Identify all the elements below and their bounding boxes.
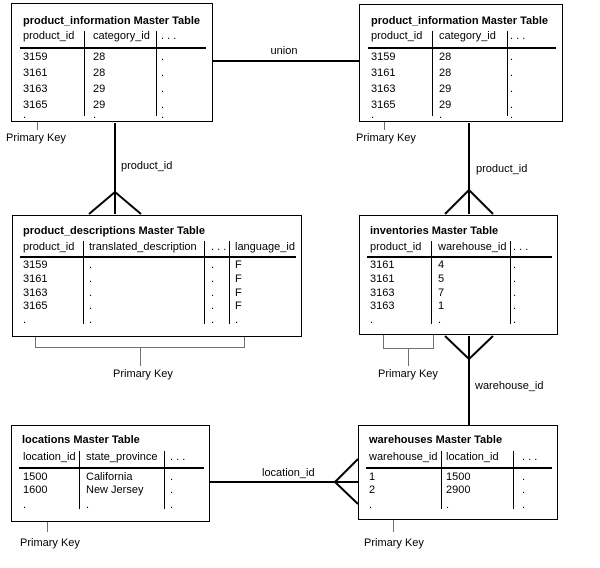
table-cell: . — [513, 287, 517, 299]
column-header: language_id — [235, 241, 295, 253]
table-cell: 29 — [93, 83, 106, 95]
table-product-information-right — [359, 4, 563, 122]
column-divider — [431, 241, 432, 324]
table-cell: . — [89, 314, 93, 326]
table-cell: . — [510, 51, 514, 63]
table-cell: 29 — [439, 99, 452, 111]
table-title: locations Master Table — [22, 434, 140, 446]
table-cell: . — [211, 273, 215, 285]
column-header: category_id — [439, 30, 496, 42]
table-title: inventories Master Table — [370, 225, 499, 237]
table-cell: . — [371, 109, 375, 121]
header-separator — [368, 47, 556, 49]
warehouse-id-label: warehouse_id — [475, 380, 544, 392]
column-header: . . . — [211, 241, 227, 253]
column-header: state_province — [86, 451, 158, 463]
table-cell: 1500 — [446, 471, 471, 483]
column-header: warehouse_id — [438, 241, 507, 253]
primary-key-label-warehouses: Primary Key — [364, 537, 424, 549]
column-header: . . . — [522, 451, 538, 463]
table-cell: . — [211, 314, 215, 326]
table-cell: . — [510, 109, 514, 121]
table-cell: . — [89, 259, 93, 271]
table-cell: . — [211, 287, 215, 299]
primary-key-label-product-information-left: Primary Key — [6, 132, 66, 144]
column-header: . . . — [161, 30, 177, 42]
product-id-label-left: product_id — [121, 160, 173, 172]
column-divider — [229, 241, 230, 324]
table-product-information-left — [11, 3, 213, 122]
column-header: product_id — [23, 241, 75, 253]
column-divider — [164, 451, 165, 509]
table-cell: . — [89, 273, 93, 285]
table-cell: . — [23, 314, 27, 326]
primary-key-label-product-information-right: Primary Key — [356, 132, 416, 144]
table-cell: . — [369, 499, 373, 511]
column-header: product_id — [371, 30, 423, 42]
column-header: warehouse_id — [369, 451, 438, 463]
table-cell: . — [89, 300, 93, 312]
table-cell: 1600 — [23, 484, 48, 496]
union-label: union — [270, 45, 298, 57]
table-cell: 5 — [438, 273, 445, 285]
header-separator — [366, 467, 552, 469]
table-cell: 2 — [369, 484, 376, 496]
table-cell: . — [23, 109, 27, 121]
table-cell: . — [513, 314, 517, 326]
crow-foot-location-id — [210, 459, 358, 504]
table-cell: . — [513, 259, 517, 271]
column-divider — [84, 31, 85, 116]
table-cell: 3159 — [23, 51, 48, 63]
column-header: location_id — [446, 451, 499, 463]
table-cell: . — [510, 99, 514, 111]
table-cell: . — [161, 99, 165, 111]
table-cell: . — [161, 83, 165, 95]
table-cell: 3161 — [23, 67, 48, 79]
column-divider — [510, 241, 511, 324]
table-cell: 3161 — [23, 273, 48, 285]
table-cell: . — [522, 484, 526, 496]
table-cell: 28 — [93, 51, 106, 63]
table-cell: . — [522, 499, 526, 511]
column-divider — [79, 451, 80, 509]
table-cell: 28 — [439, 67, 452, 79]
product-id-label-right: product_id — [476, 163, 528, 175]
table-cell: 3159 — [371, 51, 396, 63]
table-cell: 3163 — [23, 287, 48, 299]
table-cell: 1 — [438, 300, 445, 312]
header-separator — [19, 467, 204, 469]
table-cell: F — [235, 287, 242, 299]
column-header: category_id — [93, 30, 150, 42]
table-cell: . — [510, 83, 514, 95]
column-divider — [513, 451, 514, 509]
primary-key-label-locations: Primary Key — [20, 537, 80, 549]
table-cell: . — [522, 471, 526, 483]
table-cell: 28 — [439, 51, 452, 63]
table-title: warehouses Master Table — [369, 434, 503, 446]
column-divider — [83, 241, 84, 324]
table-cell: . — [438, 314, 442, 326]
table-cell: . — [93, 109, 97, 121]
column-header: location_id — [23, 451, 76, 463]
table-cell: F — [235, 300, 242, 312]
column-divider — [441, 451, 442, 509]
table-cell: F — [235, 273, 242, 285]
table-locations — [11, 425, 210, 522]
table-cell: . — [89, 287, 93, 299]
table-cell: . — [161, 67, 165, 79]
table-cell: . — [513, 300, 517, 312]
table-cell: 3163 — [370, 287, 395, 299]
column-header: . . . — [170, 451, 186, 463]
table-cell: . — [235, 314, 239, 326]
table-cell: 3159 — [23, 259, 48, 271]
table-cell: 29 — [439, 83, 452, 95]
column-header: product_id — [370, 241, 422, 253]
table-cell: 29 — [93, 99, 106, 111]
table-title: product_descriptions Master Table — [23, 225, 205, 237]
table-cell: 3163 — [370, 300, 395, 312]
table-cell: 3165 — [23, 300, 48, 312]
table-cell: . — [446, 499, 450, 511]
table-cell: . — [170, 484, 174, 496]
table-cell: . — [170, 471, 174, 483]
table-cell: . — [211, 259, 215, 271]
table-cell: . — [510, 67, 514, 79]
table-cell: 1 — [369, 471, 376, 483]
table-cell: 2900 — [446, 484, 471, 496]
table-cell: . — [370, 314, 374, 326]
table-cell: . — [513, 273, 517, 285]
column-header: product_id — [23, 30, 75, 42]
table-cell: California — [86, 471, 133, 483]
table-cell: 3161 — [370, 273, 395, 285]
location-id-label: location_id — [262, 467, 315, 479]
header-separator — [20, 256, 296, 258]
column-divider — [156, 31, 157, 116]
table-cell: . — [86, 499, 90, 511]
table-cell: 3161 — [370, 259, 395, 271]
table-product-descriptions — [12, 215, 302, 337]
table-cell: F — [235, 259, 242, 271]
table-cell: . — [23, 499, 27, 511]
header-separator — [367, 256, 552, 258]
table-cell: New Jersey — [86, 484, 144, 496]
column-header: . . . — [513, 241, 529, 253]
column-divider — [507, 31, 508, 116]
table-cell: 28 — [93, 67, 106, 79]
column-divider — [204, 241, 205, 324]
table-cell: . — [170, 499, 174, 511]
column-header: . . . — [510, 30, 526, 42]
table-cell: 7 — [438, 287, 445, 299]
table-cell: 1500 — [23, 471, 48, 483]
primary-key-label-product-descriptions: Primary Key — [113, 368, 173, 380]
table-cell: 3163 — [23, 83, 48, 95]
table-title: product_information Master Table — [23, 15, 201, 27]
column-divider — [432, 31, 433, 116]
table-cell: . — [211, 300, 215, 312]
table-warehouses — [358, 425, 558, 520]
header-separator — [20, 47, 206, 49]
table-cell: . — [161, 109, 165, 121]
table-cell: . — [439, 109, 443, 121]
column-header: translated_description — [89, 241, 197, 253]
table-inventories — [359, 215, 558, 335]
table-cell: 3165 — [371, 99, 396, 111]
table-cell: 3161 — [371, 67, 396, 79]
table-cell: 3165 — [23, 99, 48, 111]
table-cell: 4 — [438, 259, 445, 271]
table-cell: 3163 — [371, 83, 396, 95]
table-cell: . — [161, 51, 165, 63]
table-title: product_information Master Table — [371, 15, 549, 27]
primary-key-label-inventories: Primary Key — [378, 368, 438, 380]
